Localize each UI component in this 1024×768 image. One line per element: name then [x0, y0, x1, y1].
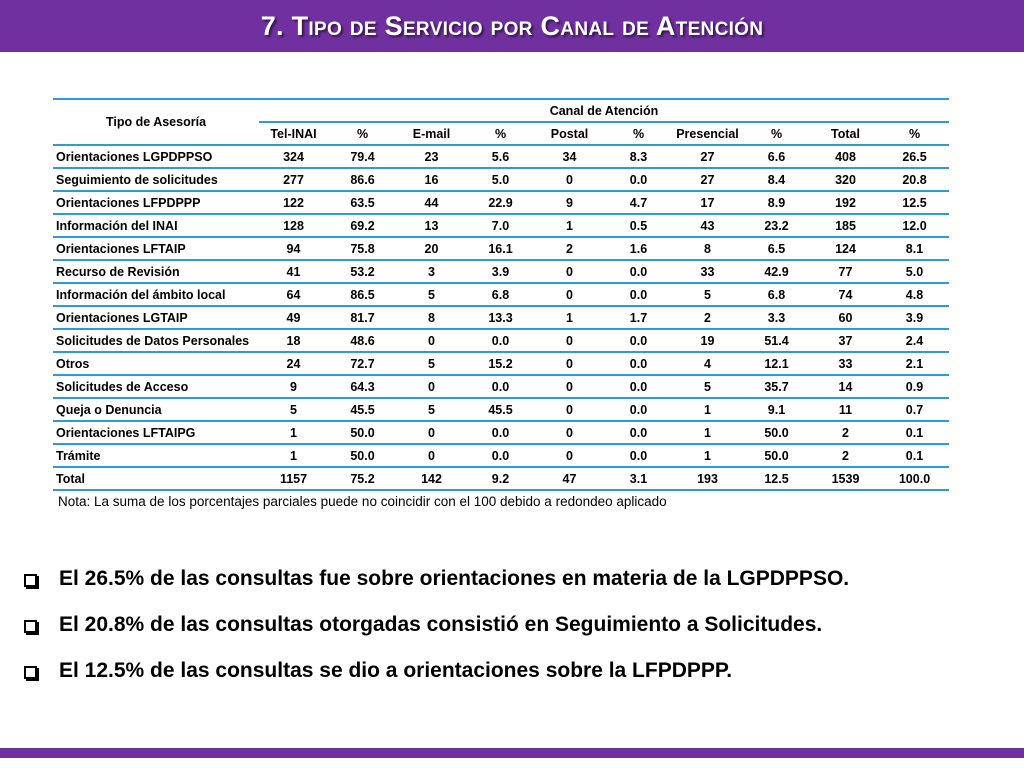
table-cell: 3.9	[880, 306, 949, 329]
table-cell: 53.2	[328, 260, 397, 283]
table-cell: 27	[673, 145, 742, 168]
table-cell: 16	[397, 168, 466, 191]
bullet-item	[24, 556, 1004, 602]
table-cell: 0.0	[604, 329, 673, 352]
bullet-item	[24, 648, 1004, 694]
table-cell: 1	[673, 421, 742, 444]
table-cell: 35.7	[742, 375, 811, 398]
column-header: E-mail	[397, 122, 466, 145]
table-cell: 64.3	[328, 375, 397, 398]
table-cell: 0	[535, 329, 604, 352]
table-cell: 0	[535, 260, 604, 283]
table-cell: 81.7	[328, 306, 397, 329]
table-cell: 12.5	[880, 191, 949, 214]
table-cell: 1157	[259, 467, 328, 490]
row-label: Recurso de Revisión	[53, 260, 259, 283]
table-cell: 64	[259, 283, 328, 306]
table-cell: 45.5	[328, 398, 397, 421]
table-cell: 15.2	[466, 352, 535, 375]
table-cell: 8.4	[742, 168, 811, 191]
table-body	[53, 145, 949, 490]
column-header: Postal	[535, 122, 604, 145]
table-row	[53, 375, 949, 398]
table-cell: 2	[535, 237, 604, 260]
table-cell: 72.7	[328, 352, 397, 375]
table-row	[53, 145, 949, 168]
table-cell: 0.0	[604, 260, 673, 283]
table-row	[53, 306, 949, 329]
table-cell: 124	[811, 237, 880, 260]
table-cell: 0.0	[604, 283, 673, 306]
table-cell: 3.9	[466, 260, 535, 283]
row-label: Orientaciones LFTAIP	[53, 237, 259, 260]
table-cell: 1.7	[604, 306, 673, 329]
row-label: Información del ámbito local	[53, 283, 259, 306]
table-cell: 9.1	[742, 398, 811, 421]
table-cell: 77	[811, 260, 880, 283]
table-row	[53, 352, 949, 375]
table-cell: 69.2	[328, 214, 397, 237]
table-header	[53, 99, 949, 145]
table-cell: 1	[673, 398, 742, 421]
table-cell: 33	[673, 260, 742, 283]
table-cell: 0	[535, 283, 604, 306]
table-cell: 13	[397, 214, 466, 237]
column-header: %	[880, 122, 949, 145]
row-label: Orientaciones LFTAIPG	[53, 421, 259, 444]
row-label: Información del INAI	[53, 214, 259, 237]
table-cell: 16.1	[466, 237, 535, 260]
table-cell: 37	[811, 329, 880, 352]
header-canal-atencion: Canal de Atención	[259, 99, 949, 122]
table-cell: 86.5	[328, 283, 397, 306]
bullet-list	[24, 556, 1004, 694]
table-cell: 192	[811, 191, 880, 214]
table-cell: 20	[397, 237, 466, 260]
table-cell: 142	[397, 467, 466, 490]
table-cell: 5.6	[466, 145, 535, 168]
table-cell: 8.1	[880, 237, 949, 260]
table-cell: 4	[673, 352, 742, 375]
table-cell: 42.9	[742, 260, 811, 283]
table-cell: 320	[811, 168, 880, 191]
table-cell: 0.0	[604, 421, 673, 444]
table-row	[53, 191, 949, 214]
table-cell: 74	[811, 283, 880, 306]
table-cell: 185	[811, 214, 880, 237]
table-cell: 0.9	[880, 375, 949, 398]
table-cell: 2	[811, 444, 880, 467]
table-cell: 22.9	[466, 191, 535, 214]
table-row	[53, 237, 949, 260]
table-cell: 0.7	[880, 398, 949, 421]
table-cell: 0.0	[466, 375, 535, 398]
column-header: %	[466, 122, 535, 145]
table-cell: 12.5	[742, 467, 811, 490]
table-cell: 20.8	[880, 168, 949, 191]
table-cell: 0	[535, 421, 604, 444]
table-cell: 0.1	[880, 444, 949, 467]
table-cell: 14	[811, 375, 880, 398]
table-cell: 3.1	[604, 467, 673, 490]
table-cell: 0	[397, 444, 466, 467]
table-cell: 408	[811, 145, 880, 168]
table-cell: 2	[811, 421, 880, 444]
table-cell: 2.4	[880, 329, 949, 352]
service-table-container	[53, 98, 949, 491]
table-cell: 8	[397, 306, 466, 329]
total-row	[53, 467, 949, 490]
table-cell: 8.3	[604, 145, 673, 168]
page-title: 7. Tipo de Servicio por Canal de Atención	[260, 10, 764, 41]
table-cell: 5	[397, 398, 466, 421]
table-cell: 0.0	[604, 168, 673, 191]
header-tipo-asesoria: Tipo de Asesoría	[53, 99, 259, 145]
row-label: Solicitudes de Datos Personales	[53, 329, 259, 352]
table-cell: 12.1	[742, 352, 811, 375]
table-cell: 0.0	[466, 444, 535, 467]
table-cell: 94	[259, 237, 328, 260]
checkbox-bullet-icon	[24, 574, 37, 587]
table-cell: 50.0	[328, 421, 397, 444]
table-cell: 75.2	[328, 467, 397, 490]
table-cell: 5	[673, 375, 742, 398]
table-row	[53, 421, 949, 444]
table-row	[53, 398, 949, 421]
table-cell: 277	[259, 168, 328, 191]
bullet-text: El 12.5% de las consultas se dio a orientaciones sobre la LFPDPPP.	[59, 659, 733, 682]
table-cell: 3.3	[742, 306, 811, 329]
table-cell: 86.6	[328, 168, 397, 191]
table-row	[53, 260, 949, 283]
table-cell: 60	[811, 306, 880, 329]
table-cell: 44	[397, 191, 466, 214]
table-row	[53, 214, 949, 237]
column-header: %	[328, 122, 397, 145]
table-cell: 2.1	[880, 352, 949, 375]
table-cell: 50.0	[742, 444, 811, 467]
table-cell: 1	[673, 444, 742, 467]
row-label: Total	[53, 467, 259, 490]
table-cell: 0.0	[466, 329, 535, 352]
table-cell: 0	[535, 352, 604, 375]
table-cell: 5	[259, 398, 328, 421]
table-cell: 1	[259, 421, 328, 444]
table-cell: 63.5	[328, 191, 397, 214]
column-header: Total	[811, 122, 880, 145]
table-cell: 7.0	[466, 214, 535, 237]
table-cell: 0	[535, 375, 604, 398]
table-cell: 45.5	[466, 398, 535, 421]
row-label: Trámite	[53, 444, 259, 467]
table-cell: 5	[397, 352, 466, 375]
table-cell: 9.2	[466, 467, 535, 490]
table-cell: 17	[673, 191, 742, 214]
table-cell: 0.5	[604, 214, 673, 237]
checkbox-bullet-icon	[24, 666, 37, 679]
table-cell: 6.5	[742, 237, 811, 260]
table-cell: 0	[397, 375, 466, 398]
row-label: Orientaciones LGPDPPSO	[53, 145, 259, 168]
table-cell: 5	[397, 283, 466, 306]
table-cell: 79.4	[328, 145, 397, 168]
table-cell: 100.0	[880, 467, 949, 490]
table-cell: 1.6	[604, 237, 673, 260]
table-cell: 1	[535, 214, 604, 237]
table-cell: 75.8	[328, 237, 397, 260]
table-cell: 18	[259, 329, 328, 352]
row-label: Seguimiento de solicitudes	[53, 168, 259, 191]
column-header: Tel-INAI	[259, 122, 328, 145]
table-cell: 26.5	[880, 145, 949, 168]
table-cell: 0.0	[604, 375, 673, 398]
table-cell: 27	[673, 168, 742, 191]
column-header: Presencial	[673, 122, 742, 145]
table-cell: 50.0	[742, 421, 811, 444]
table-cell: 47	[535, 467, 604, 490]
table-cell: 0	[535, 168, 604, 191]
table-cell: 6.6	[742, 145, 811, 168]
column-header: %	[742, 122, 811, 145]
service-table	[53, 98, 949, 491]
table-cell: 324	[259, 145, 328, 168]
table-cell: 1	[259, 444, 328, 467]
row-label: Queja o Denuncia	[53, 398, 259, 421]
table-row	[53, 444, 949, 467]
title-bar	[0, 0, 1024, 52]
table-cell: 12.0	[880, 214, 949, 237]
column-header: %	[604, 122, 673, 145]
row-label: Solicitudes de Acceso	[53, 375, 259, 398]
table-cell: 0.0	[604, 444, 673, 467]
table-cell: 0.0	[466, 421, 535, 444]
table-cell: 5.0	[466, 168, 535, 191]
table-cell: 13.3	[466, 306, 535, 329]
table-cell: 9	[259, 375, 328, 398]
table-cell: 0	[535, 444, 604, 467]
table-cell: 0.0	[604, 352, 673, 375]
table-cell: 4.7	[604, 191, 673, 214]
table-cell: 0	[397, 421, 466, 444]
table-cell: 0	[535, 398, 604, 421]
table-row	[53, 283, 949, 306]
table-cell: 9	[535, 191, 604, 214]
bullet-text: El 20.8% de las consultas otorgadas consistió en Seguimiento a Solicitudes.	[59, 613, 823, 636]
table-cell: 8	[673, 237, 742, 260]
checkbox-bullet-icon	[24, 620, 37, 633]
table-cell: 5.0	[880, 260, 949, 283]
table-cell: 23.2	[742, 214, 811, 237]
table-cell: 3	[397, 260, 466, 283]
table-cell: 1	[535, 306, 604, 329]
table-cell: 19	[673, 329, 742, 352]
table-cell: 48.6	[328, 329, 397, 352]
table-cell: 50.0	[328, 444, 397, 467]
table-cell: 8.9	[742, 191, 811, 214]
bullet-item	[24, 602, 1004, 648]
table-cell: 23	[397, 145, 466, 168]
table-cell: 6.8	[466, 283, 535, 306]
table-cell: 0.0	[604, 398, 673, 421]
bottom-bar	[0, 748, 1024, 758]
row-label: Orientaciones LFPDPPP	[53, 191, 259, 214]
table-cell: 122	[259, 191, 328, 214]
row-label: Otros	[53, 352, 259, 375]
table-note: Nota: La suma de los porcentajes parciales puede no coincidir con el 100 debido a redondeo aplicado	[58, 494, 667, 509]
row-label: Orientaciones LGTAIP	[53, 306, 259, 329]
table-cell: 51.4	[742, 329, 811, 352]
table-cell: 33	[811, 352, 880, 375]
table-cell: 49	[259, 306, 328, 329]
table-cell: 5	[673, 283, 742, 306]
table-cell: 11	[811, 398, 880, 421]
bullet-text: El 26.5% de las consultas fue sobre orientaciones en materia de la LGPDPPSO.	[59, 567, 850, 590]
table-row	[53, 168, 949, 191]
table-cell: 1539	[811, 467, 880, 490]
table-cell: 193	[673, 467, 742, 490]
table-row	[53, 329, 949, 352]
table-cell: 0.1	[880, 421, 949, 444]
table-cell: 4.8	[880, 283, 949, 306]
table-cell: 6.8	[742, 283, 811, 306]
table-cell: 0	[397, 329, 466, 352]
table-cell: 128	[259, 214, 328, 237]
table-cell: 41	[259, 260, 328, 283]
table-cell: 43	[673, 214, 742, 237]
table-cell: 24	[259, 352, 328, 375]
table-cell: 34	[535, 145, 604, 168]
table-cell: 2	[673, 306, 742, 329]
